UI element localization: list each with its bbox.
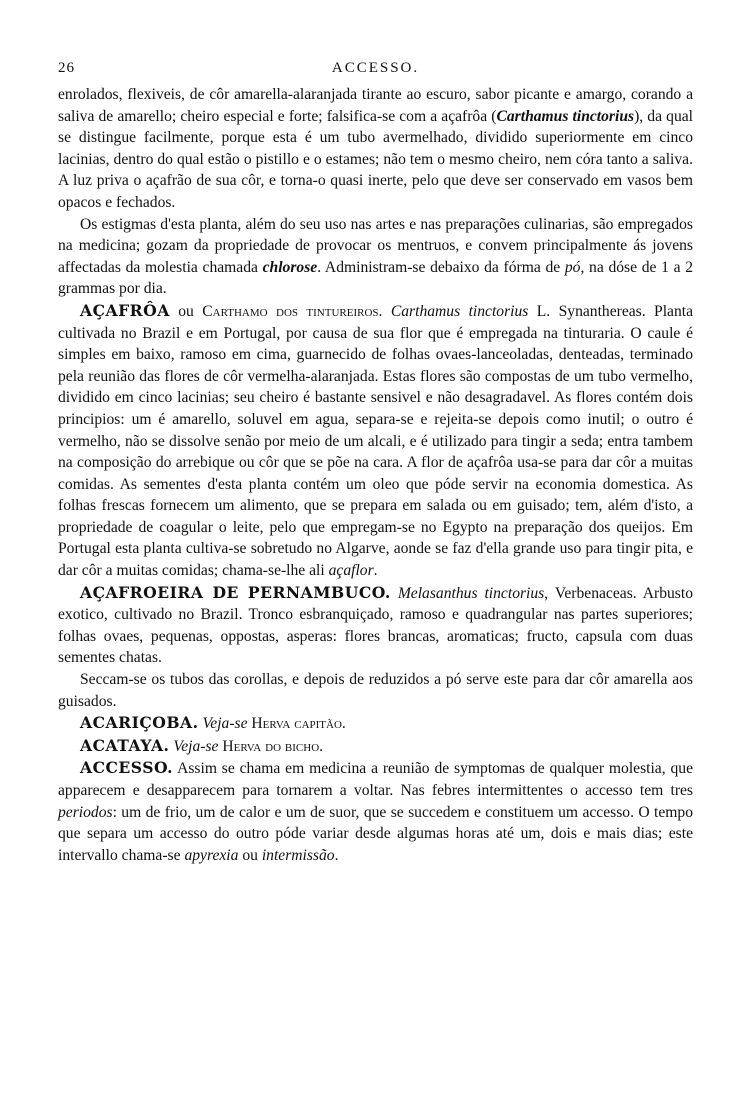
species-name: Carthamus tinctorius bbox=[390, 302, 529, 320]
text bbox=[391, 585, 398, 602]
term: pó bbox=[564, 258, 581, 276]
term: intermissão bbox=[261, 846, 335, 864]
entry-acaricoba bbox=[58, 712, 693, 735]
cross-reference-label: Veja-se bbox=[202, 715, 248, 733]
cross-reference-target: Herva do bicho bbox=[222, 737, 320, 755]
text: ou bbox=[169, 302, 203, 320]
text: ou bbox=[238, 846, 262, 864]
term: chlorose bbox=[262, 258, 318, 276]
text: ), da qual se distingue facilmente, porque esta é um tubo avermelhado, dividido superiormente em cinco lacinias, dentro do qual estão o pistillo e o estames; não tem o mesmo cheiro, nem córa tanto a saliva. A luz priva o açafrão de sua côr, e torna-o quasi inerte, pelo que deve ser conservado em vasos bem opacos e fechados. bbox=[58, 107, 693, 211]
synonym: Carthamo dos tintureiros bbox=[202, 302, 379, 320]
entry-accesso bbox=[58, 757, 693, 866]
text: Os estigmas d'esta planta, além do seu uso nas artes e nas preparações culinarias, são empregados na medicina; gozam da propriedade de provocar os mentruos, e convem principalmente ás jovens affectadas da molestia chamada bbox=[58, 215, 693, 276]
text: . bbox=[378, 302, 391, 320]
species-name: Carthamus tinctorius bbox=[496, 107, 635, 125]
entry-headword: AÇAFROEIRA DE PERNAMBUCO. bbox=[80, 582, 391, 602]
text: , na dóse de 1 a 2 grammas por dia. bbox=[58, 258, 694, 298]
cross-reference-label: Veja-se bbox=[173, 737, 219, 755]
term: periodos bbox=[58, 803, 113, 821]
book-page bbox=[58, 58, 693, 866]
text: : um de frio, um de calor e um de suor, que se succedem e constituem um accesso. O tempo que separa um accesso do outro póde variar desde algumas horas até um, dois e mais dias; este intervallo chama-se bbox=[58, 803, 693, 864]
entry-headword: AÇAFRÔA bbox=[80, 300, 170, 320]
text: . bbox=[373, 562, 378, 580]
text: . bbox=[341, 715, 346, 733]
paragraph-estigmas bbox=[58, 214, 693, 300]
term: açaflor bbox=[328, 562, 374, 580]
cross-reference-target: Herva capitão bbox=[251, 715, 342, 733]
entry-acafroa bbox=[58, 300, 693, 582]
paragraph-seccam bbox=[58, 669, 693, 712]
page-number: 26 bbox=[58, 60, 75, 76]
running-head: ACCESSO. bbox=[331, 60, 420, 76]
entry-acafroeira bbox=[58, 582, 693, 669]
text: . bbox=[334, 846, 339, 864]
entry-headword: ACATAYA. bbox=[80, 735, 170, 755]
text: . bbox=[319, 737, 324, 755]
text: Assim se chama em medicina a reunião de symptomas de qualquer molestia, que apparecem e desapparecem para tornarem a voltar. Nas febres intermittentes o accesso tem tres bbox=[58, 760, 693, 799]
text: , Verbenaceas. Arbusto exotico, cultivado no Brazil. Tronco esbranquiçado, ramoso e quadrangular nas partes superiores; folhas ovaes, pequenas, oppostas, asperas: flores brancas, aromaticas; fructo, capsula com duas sementes chatas. bbox=[58, 584, 694, 667]
entry-headword: ACCESSO. bbox=[80, 758, 174, 778]
text: enrolados, flexiveis, de côr amarella-alaranjada tirante ao escuro, sabor picante e amargo, corando a saliva de amarello; cheiro especial e forte; falsifica-se com a açafrôa ( bbox=[58, 86, 693, 125]
text: Seccam-se os tubos das corollas, e depois de reduzidos a pó serve este para dar côr amarella aos guisados. bbox=[58, 671, 693, 710]
entry-acataya bbox=[58, 735, 693, 758]
paragraph-continuation bbox=[58, 84, 693, 214]
term: apyrexia bbox=[184, 846, 239, 864]
text: L. Synanthereas. Planta cultivada no Brazil e em Portugal, por causa de sua flor que é empregada na tinturaria. O caule é simples em baixo, ramoso em cima, guarnecido de folhas ovaes-lanceoladas, denteadas, terminado pela reunião das flores de côr vermelha-alaranjada. Estas flores são compostas de um tubo vermelho, dividido em cinco lacinias; seu cheiro é bastante sensivel e não desagradavel. As flores contém dois principios: um é amarello, soluvel em agua, separa-se e rejeita-se depois como inutil; o outro é vermelho, não se dissolve senão por meio de um alcali, e é utilizado para tingir a seda; entra tambem na composição do arrebique ou côr que se põe na cara. A flor de açafrôa usa-se para dar côr a muitas comidas. As sementes d'esta planta contém um oleo que póde servir na economia domestica. As folhas frescas fornecem um alimento, que se prepara em salada ou em guisado; tem, além d'isto, a propriedade de coagular o leite, pelo que empregam-se no Egypto na preparação dos queijos. Em Portugal esta planta cultiva-se sobretudo no Algarve, aonde se faz d'ella grande uso para tingir pita, e dar côr a muitas comidas; chama-se-lhe ali bbox=[58, 302, 694, 580]
species-name: Melasanthus tinctorius bbox=[397, 584, 545, 602]
entry-headword: ACARIÇOBA. bbox=[80, 713, 199, 733]
text: . Administram-se debaixo da fórma de bbox=[317, 258, 565, 276]
page-header bbox=[58, 58, 693, 84]
